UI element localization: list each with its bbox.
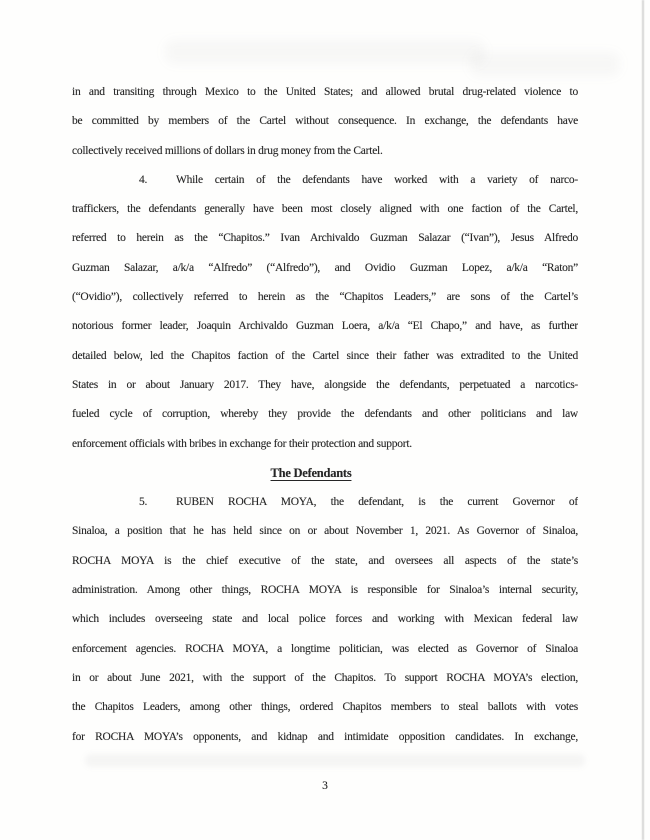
text-line: for ROCHA MOYA’s opponents, and kidnap and intimidate opposition candidates. In exchange, [72, 730, 578, 743]
text-line: Guzman Salazar, a/k/a “Alfredo” (“Alfredo”), and Ovidio Guzman Lopez, a/k/a “Raton” [72, 261, 578, 274]
paragraph-number: 5. [139, 496, 148, 509]
text-line: be committed by members of the Cartel without consequence. In exchange, the defendants have [72, 115, 578, 128]
section-heading-text: The Defendants [270, 465, 352, 480]
body-text [72, 78, 578, 752]
paragraph-5-first-line [72, 488, 578, 517]
text-line: States in or about January 2017. They have, alongside the defendants, perpetuated a narcotics- [72, 378, 578, 391]
text-line: referred to herein as the “Chapitos.” Ivan Archivaldo Guzman Salazar (“Ivan”), Jesus Alfredo [72, 232, 578, 245]
text-line: enforcement agencies. ROCHA MOYA, a longtime politician, was elected as Governor of Sinaloa [72, 642, 578, 655]
text-line: While certain of the defendants have worked with a variety of narco- [176, 173, 578, 186]
text-line: in or about June 2021, with the support of the Chapitos. To support ROCHA MOYA’s election, [72, 671, 578, 684]
scan-edge-line [642, 0, 644, 840]
text-line: traffickers, the defendants generally have been most closely aligned with one faction of the Cartel, [72, 203, 578, 216]
scan-bleedthrough-smudge [165, 40, 485, 64]
text-line: which includes overseeing state and local police forces and working with Mexican federal law [72, 613, 578, 626]
paragraph-4-first-line [72, 166, 578, 195]
text-line: administration. Among other things, ROCHA MOYA is responsible for Sinaloa’s internal security, [72, 584, 578, 597]
page-number: 3 [322, 780, 328, 792]
text-line: RUBEN ROCHA MOYA, the defendant, is the current Governor of [176, 496, 578, 509]
text-line: ROCHA MOYA is the chief executive of the state, and oversees all aspects of the state’s [72, 554, 578, 567]
text-line: collectively received millions of dollars in drug money from the Cartel. [72, 144, 383, 157]
text-line: notorious former leader, Joaquin Archivaldo Guzman Loera, a/k/a “El Chapo,” and have, as further [72, 320, 578, 333]
text-line: enforcement officials with bribes in exchange for their protection and support. [72, 437, 412, 450]
text-line: detailed below, led the Chapitos faction of the Cartel since their father was extradited to the United [72, 349, 578, 362]
text-line: in and transiting through Mexico to the United States; and allowed brutal drug-related violence to [72, 86, 578, 98]
paragraph-number: 4. [139, 173, 148, 186]
scan-bleedthrough-smudge [470, 52, 620, 76]
text-line: (“Ovidio”), collectively referred to herein as the “Chapitos Leaders,” are sons of the Cartel’s [72, 291, 578, 304]
section-heading [58, 459, 564, 488]
scan-bleedthrough-smudge [85, 754, 585, 767]
text-line: the Chapitos Leaders, among other things, ordered Chapitos members to steal ballots with votes [72, 701, 578, 714]
text-line: fueled cycle of corruption, whereby they provide the defendants and other politicians and law [72, 408, 578, 421]
text-line: Sinaloa, a position that he has held since on or about November 1, 2021. As Governor of Sinaloa, [72, 525, 578, 538]
